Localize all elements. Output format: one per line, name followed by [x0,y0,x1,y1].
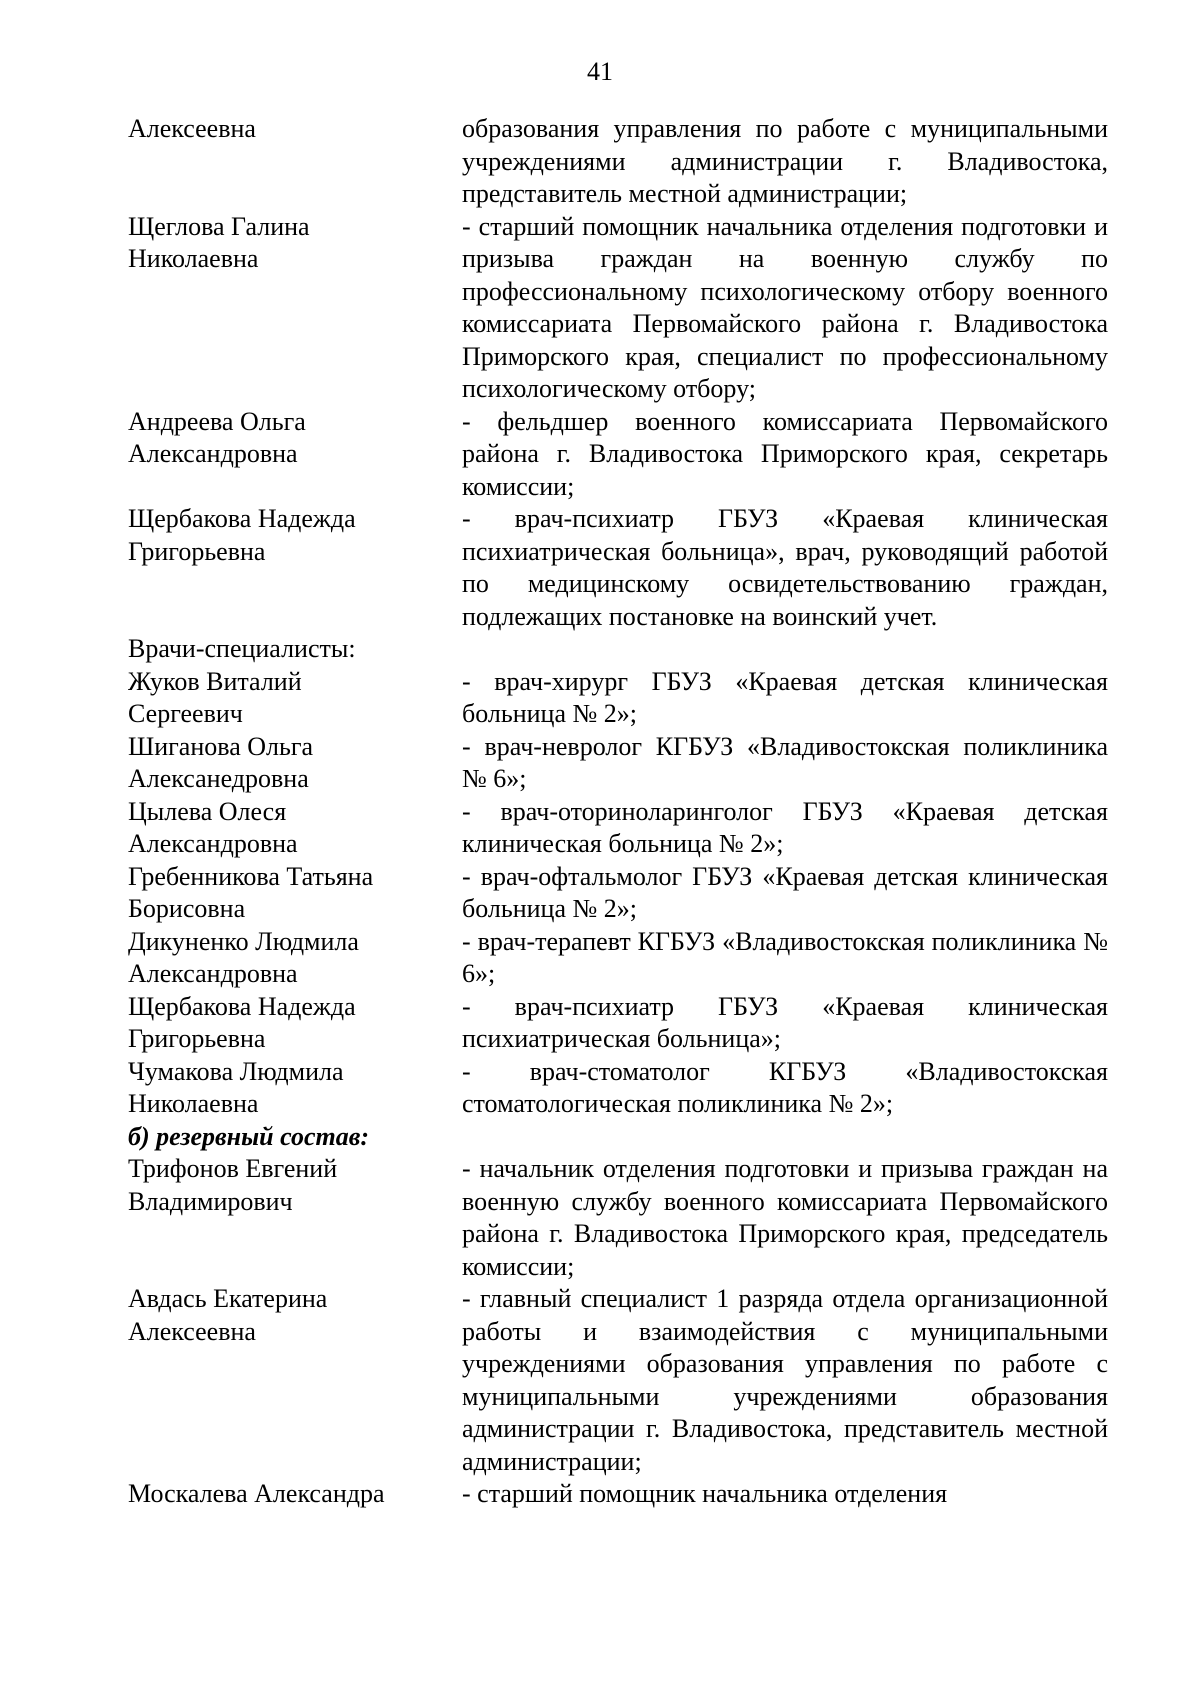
member-name-line: Дикуненко Людмила [128,926,359,956]
member-name [128,211,462,276]
reserve-entries [128,1153,1108,1511]
member-name-line: Шиганова Ольга [128,731,314,761]
member-name-line: Сергеевич [128,699,243,728]
member-name-line: Алексанедровна [128,764,309,793]
member-role: образования управления по работе с муниципальными учреждениями администрации г. Владивостока, представитель местной администрации; [462,114,1108,208]
member-name-line: Алексеевна [128,1316,256,1346]
member-name-line: Трифонов Евгений [128,1154,338,1183]
member-role: - врач-психиатр ГБУЗ «Краевая клиническая психиатрическая больница», врач, руководящий работой по медицинскому освидетельствованию граждан, подлежащих постановке на воинский учет. [462,504,1108,631]
member-role: - старший помощник начальника отделения подготовки и призыва граждан на военную службу по профессиональному психологическому отбору военного комиссариата Первомайского района г. Владивостока Приморского края, специалист по профессиональному психологическому отбору; [462,211,1108,403]
roster-entry [128,731,1108,796]
member-name [128,503,462,568]
member-name-line: Борисовна [128,894,246,923]
member-role: - главный специалист 1 разряда отдела организационной работы и взаимодействия с муниципальными учреждениями образования управления по работе с муниципальными учреждениями образования администрации г. Владивостока, представитель местной администрации; [462,1284,1108,1476]
roster-entry [128,503,1108,633]
roster-entry [128,1283,1108,1478]
member-role: - начальник отделения подготовки и призыва граждан на военную службу военного комиссариата Первомайского района г. Владивостока Приморского края, председатель комиссии; [462,1154,1108,1281]
commission-roster [128,113,1108,1511]
member-name [128,1478,462,1511]
member-name-line: Щербакова Надежда [128,991,356,1021]
member-role: - врач-хирург ГБУЗ «Краевая детская клиническая больница № 2»; [462,666,1108,728]
reserve-heading: б) резервный состав: [128,1121,369,1151]
member-name-line: Григорьевна [128,536,266,566]
roster-entry [128,1153,1108,1283]
roster-entry [128,796,1108,861]
member-name [128,1056,462,1121]
member-name [128,1153,462,1218]
specialists-heading: Врачи-специалисты: [128,634,356,663]
member-name [128,926,462,991]
member-name-line: Николаевна [128,1089,259,1118]
member-name-line: Александровна [128,829,298,858]
roster-entry [128,861,1108,926]
member-role: - врач-терапевт КГБУЗ «Владивостокская поликлиника № 6»; [462,926,1108,988]
specialist-entries [128,666,1108,1121]
member-name [128,731,462,796]
member-name-line: Щербакова Надежда [128,504,356,533]
page-number: 41 [587,57,613,86]
roster-entry [128,406,1108,504]
member-name-line: Александровна [128,439,298,468]
member-name-line: Авдась Екатерина [128,1284,328,1313]
roster-entry [128,211,1108,406]
member-name-line: Жуков Виталий [128,666,302,696]
member-name-line: Андреева Ольга [128,406,306,436]
member-name-line: Алексеевна [128,114,256,143]
member-role: - фельдшер военного комиссариата Первомайского района г. Владивостока Приморского края, секретарь комиссии; [462,406,1108,501]
member-role: - врач-оториноларинголог ГБУЗ «Краевая детская клиническая больница № 2»; [462,796,1108,858]
member-name [128,1283,462,1348]
roster-entry [128,991,1108,1056]
member-name-line: Щеглова Галина [128,211,310,241]
member-name [128,666,462,731]
member-role: - врач-психиатр ГБУЗ «Краевая клиническая психиатрическая больница»; [462,991,1108,1053]
member-name [128,796,462,861]
member-name-line: Григорьевна [128,1024,266,1053]
member-name-line: Владимирович [128,1186,293,1216]
roster-entry [128,1056,1108,1121]
member-name-line: Чумакова Людмила [128,1056,344,1086]
member-name [128,113,462,146]
member-role: - врач-невролог КГБУЗ «Владивостокская поликлиника № 6»; [462,731,1108,793]
member-role: - старший помощник начальника отделения [462,1479,948,1508]
roster-entry [128,1478,1108,1511]
main-entries [128,113,1108,633]
member-role: - врач-стоматолог КГБУЗ «Владивостокская стоматологическая поликлиника № 2»; [462,1056,1108,1118]
roster-entry [128,113,1108,211]
member-name [128,991,462,1056]
member-name [128,406,462,471]
roster-entry [128,666,1108,731]
member-name-line: Александровна [128,959,298,988]
member-role: - врач-офтальмолог ГБУЗ «Краевая детская клиническая больница № 2»; [462,861,1108,923]
roster-entry [128,926,1108,991]
member-name [128,861,462,926]
member-name-line: Гребенникова Татьяна [128,861,374,891]
member-name-line: Москалева Александра [128,1479,385,1508]
member-name-line: Цылева Олеся [128,796,287,826]
member-name-line: Николаевна [128,244,259,273]
